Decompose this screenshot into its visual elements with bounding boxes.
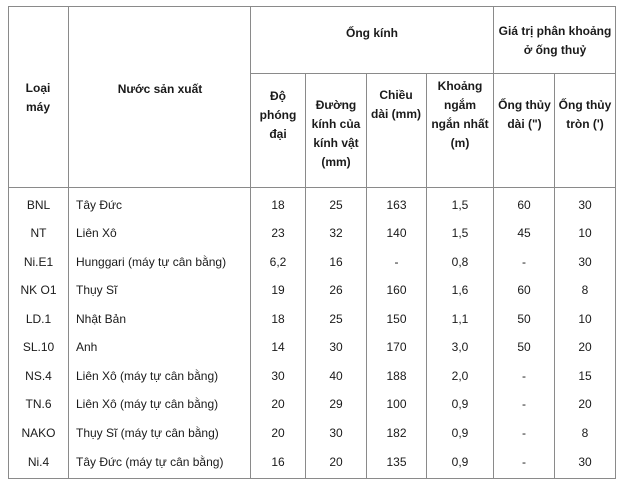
table-top-border	[8, 6, 616, 7]
cell-tube-level: 50	[517, 312, 531, 326]
cell-tube-level: -	[522, 397, 526, 411]
cell-model: SL.10	[22, 340, 55, 354]
cell-country: Nhật Bản	[76, 312, 127, 326]
cell-tube-level: -	[522, 455, 526, 469]
cell-magnification: 23	[271, 226, 285, 240]
cell-circular-level: 15	[578, 369, 592, 383]
cell-length: 182	[386, 426, 407, 440]
cell-model: Ni.4	[27, 455, 50, 469]
cell-min-focus-distance: 1,5	[451, 226, 469, 240]
cell-circular-level: 10	[578, 226, 592, 240]
cell-magnification: 18	[271, 312, 285, 326]
header-nuoc-san-xuat: Nước sản xuất	[117, 81, 203, 96]
cell-min-focus-distance: 0,8	[451, 255, 469, 269]
cell-country: Hunggari (máy tự cân bằng)	[76, 255, 227, 269]
col-divider	[426, 73, 427, 479]
cell-lens-diameter: 25	[329, 198, 343, 212]
cell-country: Thụy Sĩ (máy tự cân bằng)	[76, 426, 219, 440]
cell-circular-level: 30	[578, 455, 592, 469]
cell-magnification: 16	[271, 455, 285, 469]
cell-circular-level: 20	[578, 397, 592, 411]
cell-lens-diameter: 29	[329, 397, 343, 411]
cell-magnification: 6,2	[269, 255, 287, 269]
cell-length: 170	[386, 340, 407, 354]
cell-country: Liên Xô (máy tự cân bằng)	[76, 369, 219, 383]
cell-tube-level: 45	[517, 226, 531, 240]
cell-magnification: 18	[271, 198, 285, 212]
cell-tube-level: -	[522, 255, 526, 269]
col-divider	[554, 73, 555, 479]
cell-circular-level: 8	[581, 283, 589, 297]
cell-circular-level: 10	[578, 312, 592, 326]
cell-length: 160	[386, 283, 407, 297]
cell-lens-diameter: 26	[329, 283, 343, 297]
cell-circular-level: 20	[578, 340, 592, 354]
cell-magnification: 20	[271, 397, 285, 411]
header-bottom-border	[8, 187, 616, 188]
cell-min-focus-distance: 0,9	[451, 397, 469, 411]
cell-tube-level: 60	[517, 283, 531, 297]
cell-length: 150	[386, 312, 407, 326]
cell-lens-diameter: 32	[329, 226, 343, 240]
cell-min-focus-distance: 3,0	[451, 340, 469, 354]
cell-country: Liên Xô (máy tự cân bằng)	[76, 397, 219, 411]
cell-model: TN.6	[25, 397, 52, 411]
cell-model: BNL	[26, 198, 51, 212]
cell-min-focus-distance: 0,9	[451, 455, 469, 469]
cell-country: Liên Xô	[76, 226, 117, 240]
table-bottom-border	[8, 478, 616, 479]
header-chieu-dai: Chiều dài (mm)	[370, 88, 421, 121]
cell-lens-diameter: 16	[329, 255, 343, 269]
cell-tube-level: -	[522, 369, 526, 383]
cell-model: NAKO	[21, 426, 56, 440]
cell-model: LD.1	[25, 312, 52, 326]
cell-length: 188	[386, 369, 407, 383]
cell-length: -	[394, 255, 399, 269]
header-ong-thuy-tron: Ống thủy tròn (')	[558, 98, 612, 131]
cell-model: Ni.E1	[23, 255, 54, 269]
cell-magnification: 20	[271, 426, 285, 440]
header-ong-kinh: Ống kính	[346, 25, 398, 40]
cell-min-focus-distance: 1,6	[451, 283, 469, 297]
cell-circular-level: 30	[578, 255, 592, 269]
cell-model: NS.4	[25, 369, 52, 383]
cell-length: 100	[386, 397, 407, 411]
cell-min-focus-distance: 2,0	[451, 369, 469, 383]
cell-lens-diameter: 30	[329, 340, 343, 354]
cell-model: NT	[30, 226, 47, 240]
header-ong-thuy-dai: Ống thủy dài (")	[498, 98, 551, 131]
col-divider	[615, 6, 616, 479]
cell-magnification: 30	[271, 369, 285, 383]
col-divider	[68, 6, 69, 479]
header-gia-tri-phan-khoang: Giá trị phân khoảng ở ống thuỷ	[498, 24, 612, 57]
col-divider	[366, 73, 367, 479]
cell-country: Tây Đức	[76, 198, 123, 212]
cell-length: 163	[386, 198, 407, 212]
cell-tube-level: 50	[517, 340, 531, 354]
cell-country: Anh	[76, 340, 98, 354]
cell-tube-level: -	[522, 426, 526, 440]
cell-lens-diameter: 25	[329, 312, 343, 326]
cell-length: 135	[386, 455, 407, 469]
header-khoang-ngam: Khoảng ngắm ngắn nhất (m)	[431, 79, 489, 150]
cell-magnification: 19	[271, 283, 285, 297]
cell-length: 140	[386, 226, 407, 240]
cell-circular-level: 8	[581, 426, 589, 440]
cell-min-focus-distance: 1,5	[451, 198, 469, 212]
cell-circular-level: 30	[578, 198, 592, 212]
cell-min-focus-distance: 0,9	[451, 426, 469, 440]
col-divider	[305, 73, 306, 479]
cell-tube-level: 60	[517, 198, 531, 212]
cell-lens-diameter: 30	[329, 426, 343, 440]
cell-country: Tây Đức (máy tự cân bằng)	[76, 455, 224, 469]
cell-lens-diameter: 20	[329, 455, 343, 469]
cell-lens-diameter: 40	[329, 369, 343, 383]
cell-model: NK O1	[20, 283, 57, 297]
cell-min-focus-distance: 1,1	[451, 312, 469, 326]
cell-magnification: 14	[271, 340, 285, 354]
header-do-phong-dai: Độ phóng đại	[259, 88, 297, 141]
header-loai-may: Loại máy	[25, 81, 51, 114]
header-duong-kinh: Đường kính của kính vật (mm)	[311, 98, 361, 169]
cell-country: Thụy Sĩ	[76, 283, 118, 297]
